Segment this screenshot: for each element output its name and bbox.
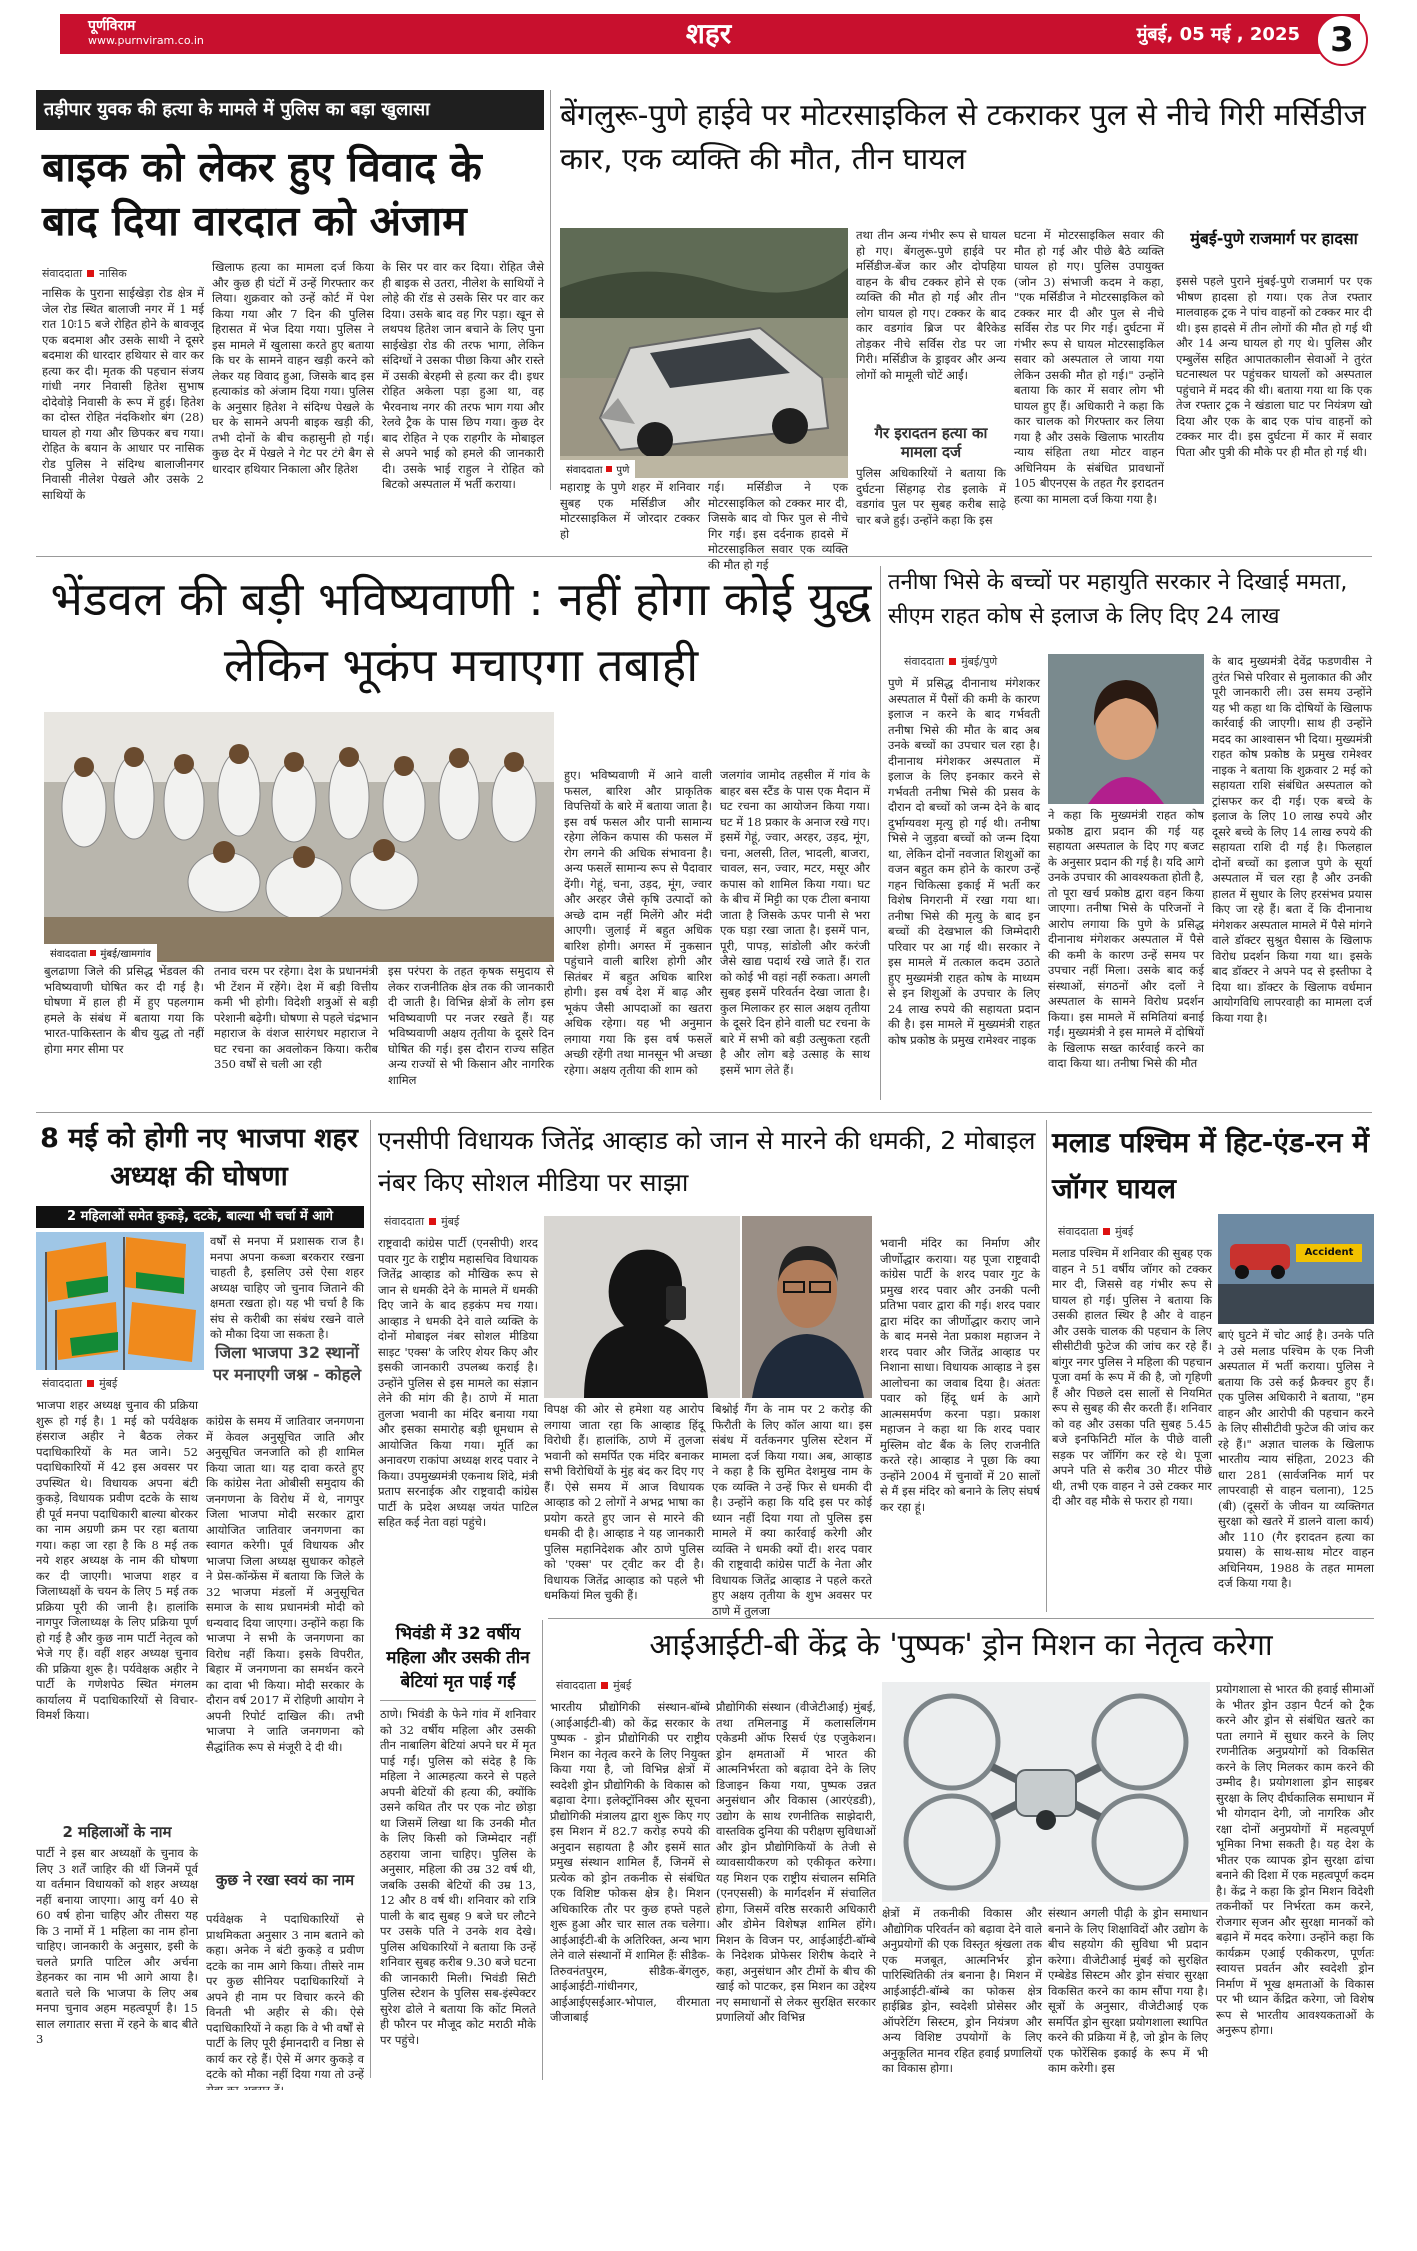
s7-headline: मलाड पश्चिम में हिट-एंड-रन में जॉगर घायल bbox=[1052, 1126, 1369, 1205]
s4-byline-role: संवाददाता bbox=[904, 655, 945, 668]
s2-photo-caption bbox=[560, 460, 635, 478]
s2-headline: बेंगलुरू-पुणे हाईवे पर मोटरसाइकिल से टकराकर पुल से नीचे गिरी मर्सिडीज कार, एक व्यक्ति की मौत, तीन घायल bbox=[560, 98, 1366, 177]
byline-marker-icon bbox=[87, 270, 94, 277]
s3-col3: इस परंपरा के तहत कृषक समुदाय से लेकर राजनीतिक क्षेत्र तक की जानकारी दी जाती है। विभिन्न क्षेत्रों के लोग इस भविष्यवाणी पर नजर रखते हैं। यह भविष्यवाणी अक्षय तृतीया के दूसरे दिन घोषित की गई। इस दौरान राज्य सहित अन्य राज्यों से भी किसान और नागरिक शामिल bbox=[388, 964, 554, 1087]
s7-byline-place: मुंबई bbox=[1115, 1225, 1134, 1238]
accident-sign-photo bbox=[1218, 1214, 1374, 1324]
s1-byline-role: संवाददाता bbox=[42, 267, 83, 280]
s2-col3b: पुलिस अधिकारियों ने बताया कि दुर्घटना सिंहगढ़ रोड इलाके में वडगांव पुल पर सुबह करीब साढ़े चार बजे हुई। उन्होंने कहा कि इस bbox=[856, 466, 1006, 527]
divider bbox=[36, 1112, 1372, 1113]
byline-marker-icon bbox=[90, 950, 96, 956]
s6-col4: भवानी मंदिर का निर्माण और जीर्णोद्धार कराया। यह पूजा राष्ट्रवादी कांग्रेस पार्टी के शरद पवार गुट के प्रमुख शरद पवार और उनकी पत्नी प्रतिभा पवार द्वारा की गई। शरद पवार द्वारा मंदिर का जीर्णोद्धार कराए जाने के बाद मनसे नेता प्रकाश महाजन ने शरद पवार और जितेंद्र आव्हाड पर निशाना साधा। विधायक आव्हाड ने इस आलोचना का जवाब दिया है। अंततः पवार को हिंदू धर्म के आगे आत्मसमर्पण करना पड़ा। प्रकाश महाजन ने कहा था कि शरद पवार मुस्लिम वोट बैंक के लिए राजनीति करते रहे। आव्हाड ने पूछा कि क्या उन्होंने 2004 में चुनावों में 20 सालों से मैं इस मंदिर को बनाने के लिए संघर्ष कर रहा हूं। bbox=[880, 1236, 1040, 1514]
s3-photo-caption bbox=[44, 944, 157, 962]
byline-marker-icon bbox=[429, 1218, 436, 1225]
paper-name: पूर्णविराम bbox=[88, 18, 136, 34]
byline-marker-icon bbox=[87, 1380, 94, 1387]
s1-kicker-text: तड़ीपार युवक की हत्या के मामले में पुलिस का बड़ा खुलासा bbox=[44, 99, 430, 120]
divider bbox=[550, 90, 551, 490]
car-crash-svg bbox=[560, 228, 848, 478]
byline-marker-icon bbox=[949, 658, 956, 665]
caption-role: संवाददाता bbox=[566, 465, 603, 476]
s1-col2: खिलाफ हत्या का मामला दर्ज किया और कुछ ही घंटों में उन्हें गिरफ्तार कर लिया। शुक्रवार को उन्हें कोर्ट में पेश किया गया और 7 दिन की पुलिस हिरासत में भेज दिया गया। पुलिस ने इस मामले में खुलासा करते हुए बताया कि घर के सामने वाहन खड़ी करने को लेकर यह विवाद हुआ, जिसके बाद इस हत्याकांड को अंजाम दिया गया। पुलिस के अनुसार हितेश ने संदिग्ध पेखले के घर के सामने अपनी बाइक खड़ी की, तभी दोनों के बीच कहासुनी हो गई। कुछ देर में पेखले ने गेट पर टंगे बैग से धारदार हथियार निकाला और हितेश bbox=[212, 260, 374, 476]
divider bbox=[548, 1618, 1374, 1619]
s7-col2: बाएं घुटने में चोट आई है। उनके पति ने उसे मलाड पश्चिम के एक निजी अस्पताल में भर्ती कराया। पुलिस ने बताया कि उसे कई फ्रैक्चर हुए हैं। एक पुलिस अधिकारी ने बताया, "हम वाहन और आरोपी की पहचान करने के लिए सीसीटीवी फुटेज की जांच कर रहे हैं।" अज्ञात चालक के खिलाफ भारतीय न्याय संहिता, 2023 की धारा 281 (सार्वजनिक मार्ग पर लापरवाही से वाहन चलाना), 125 (बी) (दूसरों के जीवन या व्यक्तिगत सुरक्षा को खतरे में डालने वाला कार्य) और 110 (गैर इरादतन हत्या का प्रयास) के साथ-साथ मोटर वाहन अधिनियम, 1988 के तहत मामला दर्ज किया गया है। bbox=[1218, 1328, 1374, 1590]
s4-col1: पुणे में प्रसिद्ध दीनानाथ मंगेशकर अस्पताल में पैसों की कमी के कारण इलाज न करने के बाद गर्भवती तनीषा भिसे की मौत के बाद अब उनके बच्चों का उपचार चल रहा है। दीनानाथ मंगेशकर अस्पताल में इलाज के लिए इनकार करने से गर्भवती तनीषा भिसे की प्रसव के दौरान दो बच्चों को जन्म देने के बाद दुर्भाग्यवश मृत्यु हो गई थी। तनीषा भिसे ने जुड़वा बच्चों को जन्म दिया था, लेकिन दोनों नवजात शिशुओं का वजन बहुत कम होने के कारण उन्हें गहन चिकित्सा इकाई में भर्ती कर विशेष निगरानी में रखा गया था। तनीषा भिसे की मृत्यु के बाद इन बच्चों की देखभाल की जिम्मेदारी परिवार पर आ गई थी। सरकार ने इस मामले में तत्काल कदम उठाते हुए मुख्यमंत्री राहत कोष के माध्यम से इन शिशुओं के उपचार के लिए 24 लाख रुपये की सहायता प्रदान की है। इस मामले में मुख्यमंत्री राहत कोष प्रकोष्ठ के प्रमुख रामेश्वर नाइक bbox=[888, 676, 1040, 1047]
s8-box bbox=[380, 1620, 536, 2080]
s4-col2: ने कहा कि मुख्यमंत्री राहत कोष प्रकोष्ठ द्वारा प्रदान की गई यह सहायता अस्पताल के दिए गए बजट के अनुसार प्रदान की गई है। यदि आगे उनके उपचार की आवश्यकता होती है, तो पूरा खर्च प्रकोष्ठ द्वारा वहन किया जाएगा। तनीषा भिसे के परिजनों ने आरोप लगाया कि पुणे के प्रसिद्ध दीनानाथ मंगेशकर अस्पताल में पैसे की कमी के कारण उन्हें समय पर उपचार नहीं मिला। उसके बाद कई संस्थाओं, संगठनों और दलों ने अस्पताल के सामने विरोध प्रदर्शन किया। इस मामले में समितियां बनाई गईं। मुख्यमंत्री ने इस मामले में दोषियों के खिलाफ सख्त कार्रवाई करने का वादा किया था। तनीषा भिसे की मौत bbox=[1048, 808, 1204, 1070]
s5-byline-place: मुंबई bbox=[99, 1377, 118, 1390]
ritual-svg bbox=[44, 712, 554, 962]
divider bbox=[370, 1120, 371, 2078]
byline-marker-icon bbox=[1103, 1228, 1110, 1235]
s6-headline: एनसीपी विधायक जितेंद्र आव्हाड को जान से मारने की धमकी, 2 मोबाइल नंबर किए सोशल मीडिया पर साझा bbox=[378, 1126, 1036, 1197]
s5-bar-text: 2 महिलाओं समेत कुकड़े, दटके, बाल्या भी चर्चा में आगे bbox=[67, 1209, 333, 1224]
flags-svg bbox=[36, 1232, 204, 1370]
s9-byline bbox=[556, 1678, 631, 1693]
s5-photo-right-text: वर्षों से मनपा में प्रशासक राज है। मनपा अपना कब्जा बरकरार रखना चाहती है, इसलिए उसे ऐसा शहर अध्यक्ष चाहिए जो चुनाव जिताने की क्षमता रखता हो। यह भी चर्चा है कि संघ से करीबी का संबंध रखने वाले को मौका दिया जा सकता है। bbox=[210, 1234, 364, 1341]
ritual-gathering-photo bbox=[44, 712, 554, 962]
s2-col2: गई। मर्सिडीज ने एक मोटरसाइकिल को टक्कर मार दी, जिसके बाद वो फिर पुल से नीचे गिर गई। इस दर्दनाक हादसे में मोटरसाइकिल सवार एक व्यक्ति की मौत हो गई bbox=[708, 480, 848, 572]
s1-col3: के सिर पर वार कर दिया। रोहित जैसे ही बाइक से उतरा, नीलेश के साथियों ने लोहे की रॉड से उसके सिर पर वार कर दिया। उसके बाद वह गिर पड़ा। खून से लथपथ हितेश जान बचाने के लिए पुना साईखेड़ा रोड की तरफ भागा, लेकिन संदिग्धों ने उसका पीछा किया और रास्ते में उसकी बेरहमी से हत्या कर दी। इधर रोहित अकेला पड़ा हुआ था, वह भैरवनाथ नगर की तरफ भाग गया और रेलवे ट्रैक के पास छिप गया। कुछ देर बाद रोहित ने एक राहगीर के मोबाइल से अपने भाई को हमले की जानकारी दी। उसके भाई राहुल ने रोहित को बिटको अस्पताल में भर्ती कराया। bbox=[382, 260, 544, 491]
page-number: 3 bbox=[1330, 20, 1354, 60]
s9-col2: प्रौद्योगिकी संस्थान (वीजेटीआई) मुंबई, तथा तमिलनाडु में कलासलिंगम एकेडमी ऑफ रिसर्च एंड एजुकेशन। ड्रोन क्षमताओं में भारत की आत्मनिर्भरता को बढ़ावा देने के लिए डिजाइन किया गया, पुष्पक उन्नत अनुसंधान और विकास (आरएंडडी), उद्योग के साथ रणनीतिक साझेदारी, वास्तविक दुनिया की परीक्षण सुविधाओं और ड्रोन प्रौद्योगिकियों के तेजी से व्यावसायीकरण को एकीकृत करेगा। यह मिशन एक राष्ट्रीय संचालन समिति (एनएससी) के मार्गदर्शन में संचालित होगा, जिसमें वरिष्ठ सरकारी अधिकारी और डोमेन विशेषज्ञ शामिल होंगे। मिशन के विजन पर, आईआईटी-बॉम्बे के निदेशक प्रोफेसर शिरीष केदारे ने कहा, अनुसंधान और टीमों के बीच की खाई को पाटकर, इस मिशन का उद्देश्य नए समाधानों से लेकर सुरक्षित सरकार प्रणालियों और विभिन्न bbox=[716, 1700, 876, 2024]
s9-headline: आईआईटी-बी केंद्र के 'पुष्पक' ड्रोन मिशन का नेतृत्व करेगा bbox=[649, 1628, 1273, 1663]
s6-col1: राष्ट्रवादी कांग्रेस पार्टी (एनसीपी) शरद पवार गुट के राष्ट्रीय महासचिव विधायक जितेंद्र आव्हाड को मौखिक रूप से जान से धमकी देने के मामले में धमकी दिए जाने के बाद हड़कंप मच गया। आव्हाड ने धमकी देने वाले व्यक्ति के दोनों मोबाइल नंबर सोशल मीडिया साइट 'एक्स' के जरिए शेयर किए और इसकी जानकारी उपलब्ध कराई है। उन्होंने पुलिस से इस मामले का संज्ञान लेने की मांग की है। ठाणे में माता तुलजा भवानी का मंदिर बनाया गया और इसका समारोह बड़ी धूमधाम से आयोजित किया गया। मूर्ति का अनावरण राकांपा अध्यक्ष शरद पवार ने किया। उपमुख्यमंत्री एकनाथ शिंदे, मंत्री प्रताप सरनाईक और राष्ट्रवादी कांग्रेस पार्टी के प्रदेश अध्यक्ष जयंत पाटिल सहित कई नेता वहां पहुंचे। bbox=[378, 1236, 538, 1529]
drone-photo bbox=[882, 1682, 1210, 1902]
s9-col5: प्रयोगशाला से भारत की हवाई सीमाओं के भीतर ड्रोन उड़ान पैटर्न को ट्रैक करने और ड्रोन से संबंधित खतरे का पता लगाने में सुधार करने के लिए रणनीतिक अनुप्रयोगों को विकसित करने के लिए मिलकर काम करने की उम्मीद है। प्रयोगशाला ड्रोन साइबर सुरक्षा के लिए दीर्घकालिक समाधान में भी योगदान देगी, जो नागरिक और रक्षा दोनों अनुप्रयोगों में महत्वपूर्ण भूमिका निभा सकती है। यह देश के भीतर एक व्यापक ड्रोन सुरक्षा ढांचा बनाने की दिशा में एक महत्वपूर्ण कदम है। केंद्र ने कहा कि ड्रोन मिशन विदेशी तकनीकों पर निर्भरता कम करने, रोजगार सृजन और सुरक्षा मानकों को बढ़ाने में मदद करेगा। उन्होंने कहा कि कार्यक्रम एआई एकीकरण, पूर्णतः स्वायत्त प्रवर्तन और स्वदेशी ड्रोन निर्माण में भूख क्षमताओं के विकास पर भी ध्यान केंद्रित करेगा, जो विशेष रूप से भारतीय आवश्यकताओं के अनुरूप होगा। bbox=[1216, 1682, 1374, 2037]
silhouette-phone-photo bbox=[544, 1216, 740, 1398]
s2-col1: महाराष्ट्र के पुणे शहर में शनिवार सुबह एक मर्सिडीज और मोटरसाइकिल में जोरदार टक्कर हो bbox=[560, 480, 700, 541]
s6-col2: विपक्ष की ओर से हमेशा यह आरोप लगाया जाता रहा कि आव्हाड हिंदू विरोधी हैं। हालांकि, ठाणे में तुलजा भवानी को समर्पित एक मंदिर बनाकर सभी विरोधियों के मुंह बंद कर दिए गए हैं। ऐसे समय में आज विधायक आव्हाड को 2 लोगों ने अभद्र भाषा का प्रयोग करते हुए जान से मारने की धमकी दी है। आव्हाड ने यह जानकारी पुलिस महानिदेशक और ठाणे पुलिस को 'एक्स' पर ट्वीट कर दी है। विधायक जितेंद्र आव्हाड को पहले भी धमकियां मिल चुकी हैं। bbox=[544, 1402, 704, 1602]
s3-col5: जलगांव जामोद तहसील में गांव के बाहर बस स्टैंड के पास एक मैदान में घट रचना का आयोजन किया गया। घट में 18 प्रकार के अनाज रखे गए। इसमें गेहूं, ज्वार, अरहर, उड़द, मूंग, चना, अलसी, तिल, भादली, बाजरा, चावल, सन, ज्वार, मटर, मसूर और कपास को शामिल किया गया। घट के बीच में मिट्टी का एक टीला बनाया जाता है जिसके ऊपर पानी से भरा एक घड़ा रखा जाता है। इसमें पान, पूरी, पापड़, सांडोली और करंजी जैसे खाद्य पदार्थ रखे जाते हैं। रात को कोई भी वहां नहीं रुकता। अगली सुबह इसमें परिवर्तन देखा जाता है। कुल मिलाकर हर साल अक्षय तृतीया के दूसरे दिन होने वाली घट रचना के बारे में सभी को बड़ी उत्सुकता रहती है और लोग बड़े उत्साह के साथ इसमें भाग लेते हैं। bbox=[720, 768, 870, 1077]
portrait-svg bbox=[1048, 654, 1204, 804]
s4-byline-place: मुंबई/पुणे bbox=[961, 655, 998, 668]
s2-side-head: मुंबई-पुणे राजमार्ग पर हादसा bbox=[1190, 229, 1358, 248]
s5-col2: कांग्रेस के समय में जातिवार जनगणना में केवल अनुसूचित जाति और अनुसूचित जनजाति को ही शामिल किया जाता था। यह दावा करते हुए कि कांग्रेस नेता ओबीसी समुदाय की जनगणना के विरोध में थे, नागपुर जिला भाजपा मोदी सरकार द्वारा आयोजित जातिवार जनगणना का स्वागत करेगी। पूर्व विधायक और भाजपा जिला अध्यक्ष सुधाकर कोहले ने प्रेस-कॉन्फ्रेंस में बताया कि जिले के 32 भाजपा मंडलों में अनुसूचित समाज के साथ प्रधानमंत्री मोदी को धन्यवाद दिया जाएगा। उन्होंने कहा कि भाजपा ने सभी के जनगणना का विरोध नहीं किया। इसके विपरीत, बिहार में जनगणना का समर्थन करने का दावा भी किया। मोदी सरकार के दौरान वर्ष 2017 में रोहिणी आयोग ने अपनी रिपोर्ट दाखिल की। तभी भाजपा ने जाति जनगणना को सैद्धांतिक रूप से मंजूरी दे दी थी। bbox=[206, 1414, 364, 1754]
silhouette-svg bbox=[544, 1216, 740, 1398]
s5-subhead-2: 2 महिलाओं के नाम bbox=[62, 1823, 172, 1841]
s3-headline: भेंडवल की बड़ी भविष्यवाणी : नहीं होगा कोई युद्ध लेकिन भूकंप मचाएगा तबाही bbox=[50, 572, 872, 692]
s5-byline-role: संवाददाता bbox=[42, 1377, 83, 1390]
drone-svg bbox=[882, 1682, 1210, 1902]
s6-byline-place: मुंबई bbox=[441, 1215, 460, 1228]
masthead bbox=[0, 0, 1417, 66]
s1-headline: बाइक को लेकर हुए विवाद के बाद दिया वारदात को अंजाम bbox=[42, 143, 482, 245]
divider bbox=[36, 556, 1372, 557]
accident-tag: Accident bbox=[1304, 1247, 1354, 1258]
s9-byline-place: मुंबई bbox=[613, 1679, 632, 1692]
s8-text: ठाणे। भिवंडी के फेने गांव में शनिवार को 32 वर्षीय महिला और उसकी तीन नाबालिग बेटियां अपने घर में मृत पाई गईं। पुलिस को संदेह है कि महिला ने आत्महत्या करने से पहले अपनी बेटियों की हत्या की, क्योंकि उसने कथित तौर पर एक नोट छोड़ा था जिसमें लिखा था कि उनकी मौत के लिए किसी को जिम्मेदार नहीं ठहराया जाना चाहिए। पुलिस के अनुसार, महिला की उम्र 32 वर्ष थी, जबकि उसकी बेटियों की उम्र 13, 12 और 8 वर्ष थी। शनिवार को रात्रि पाली के बाद सुबह 9 बजे घर लौटने पर उसके पति ने उनके शव देखे। पुलिस अधिकारियों ने बताया कि उन्हें शनिवार सुबह करीब 9.30 बजे घटना की जानकारी मिली। भिवंडी सिटी पुलिस स्टेशन के पुलिस सब-इंस्पेक्टर सुरेश ढोले ने बताया कि कोंट मिलते ही फौरन पर मौजूद कोट मराठी मौके पर पहुंचे। bbox=[380, 1707, 536, 2047]
s6-byline bbox=[384, 1214, 459, 1229]
s7-byline-role: संवाददाता bbox=[1058, 1225, 1099, 1238]
paper-url[interactable]: www.purnviram.co.in bbox=[88, 34, 204, 47]
s5-subhead-1: जिला भाजपा 32 स्थानों पर मनाएगी जश्न - कोहले bbox=[212, 1343, 362, 1384]
crashed-car-photo bbox=[560, 228, 848, 478]
s9-byline-role: संवाददाता bbox=[556, 1679, 597, 1692]
divider bbox=[542, 1620, 543, 2080]
bottom-margin bbox=[0, 2090, 1417, 2251]
s7-byline bbox=[1058, 1224, 1133, 1239]
s2-col4: घटना में मोटरसाइकिल सवार की मौत हो गई और पीछे बैठे व्यक्ति घायल हो गए। पुलिस उपायुक्त (जोन 3) संभाजी कदम ने कहा, "एक मर्सिडीज ने मोटरसाइकिल को टक्कर मार दी और पुल से नीचे सर्विस रोड पर गिर गई। दुर्घटना में गंभीर रूप से घायल मोटरसाइकिल सवार को अस्पताल ले जाया गया लेकिन उसकी मौत हो गई।" उन्होंने बताया कि कार में सवार लोग भी घायल हुए हैं। अधिकारी ने कहा कि कार चालक को गिरफ्तार कर लिया गया है और उसके खिलाफ भारतीय न्याय संहिता तथा मोटर वाहन अधिनियम के संबंधित प्रावधानों 105 बीएनएस के तहत गैर इरादतन हत्या का मामला दर्ज किया गया है। bbox=[1014, 228, 1164, 506]
byline-marker-icon bbox=[601, 1682, 608, 1689]
s5-col1b: पार्टी ने इस बार अध्यक्षों के चुनाव के लिए 3 शर्तें जाहिर की थीं जिनमें पूर्व या वर्तमान विधायकों को शहर अध्यक्ष नहीं बनाया जाएगा। आयु वर्ग 40 से 60 वर्ष होना चाहिए और तीसरा यह कि 3 नामों में 1 महिला का नाम होना चाहिए। जानकारी के अनुसार, इसी के चलते प्रगति पाटिल और अर्चना डेहनकर का नाम भी आगे आया है। बताते चले कि भाजपा के लिए अब मनपा चुनाव अहम महत्वपूर्ण है। 15 साल लगातार सत्ता में रहने के बाद बीते 3 bbox=[36, 1846, 198, 2046]
s8-headline: भिवंडी में 32 वर्षीय महिला और उसकी तीन बेटियां मृत पाई गईं bbox=[380, 1620, 536, 1701]
s6-col3: बिश्नोई गैंग के नाम पर 2 करोड़ की फिरौती के लिए कॉल आया था। इस संबंध में वर्तकनगर पुलिस स्टेशन में मामला दर्ज किया गया। अब, आव्हाड ने कहा है कि सुमित देशमुख नाम के एक व्यक्ति ने उन्हें फिर से धमकी दी है। उन्होंने कहा कि यदि इस पर कोई ध्यान नहीं दिया गया तो पुलिस इस मामले में क्या कार्रवाई करेगी और व्यक्ति ने धमकी क्यों दी। शरद पवार की राष्ट्रवादी कांग्रेस पार्टी के नेता और विधायक जितेंद्र आव्हाड ने पहले करते हुए अक्षय तृतीया के शुभ अवसर पर ठाणे में तुलजा bbox=[712, 1402, 872, 1618]
divider bbox=[1046, 1120, 1047, 1612]
s5-headline: 8 मई को होगी नए भाजपा शहर अध्यक्ष की घोषणा bbox=[40, 1123, 358, 1192]
s1-col1: नासिक के पुराना साईखेड़ा रोड क्षेत्र में जेल रोड स्थित बालाजी नगर में 1 मई रात 10ः15 बजे रोहित होने के बावजूद एक बदमाश और उसके साथी ने दूसरे बदमाश की धारदार हथियार से वार कर हत्या कर दी। मृतक की पहचान संजय गांधी नगर निवासी हितेश सुभाष दोदेवोड़े निवासी के रूप में हुई। हितेश का दोस्त रोहित नंदकिशोर बंग (28) घायल हो गया और छिपकर बच गया। रोहित के बयान के आधार पर नासिक रोड पुलिस ने संदिग्ध बालाजीनगर निवासी नीलेश पेखले और उसके 2 साथियों के bbox=[42, 286, 204, 502]
divider bbox=[880, 566, 881, 1100]
s1-kicker bbox=[36, 90, 544, 130]
s4-byline bbox=[904, 654, 997, 669]
s5-col2b: पर्यवेक्षक ने पदाधिकारियों से प्राथमिकता अनुसार 3 नाम बताने को कहा। अनेक ने बंटी कुकड़े व प्रवीण दटके का नाम आगे किया। तीसरे नाम पर कुछ सीनियर पदाधिकारियों ने अपने ही नाम पर विचार करने की विनती भी अहीर से की। ऐसे पदाधिकारियों ने कहा कि वे भी वर्षों से पार्टी के लिए पूरी ईमानदारी व निष्ठा से कार्य कर रहे हैं। ऐसे में अगर कुकड़े व दटके को मौका नहीं दिया गया तो उन्हें bbox=[206, 1912, 364, 2081]
s9-col3: क्षेत्रों में तकनीकी विकास और औद्योगिक परिवर्तन को बढ़ावा देने वाले अनुप्रयोगों की एक विस्तृत श्रृंखला तक एक मजबूत, आत्मनिर्भर ड्रोन पारिस्थितिकी तंत्र बनाना है। मिशन में आईआईटी-बॉम्बे का फोकस क्षेत्र हाईब्रिड ड्रोन, स्वदेशी प्रोसेसर और ऑपरेटिंग सिस्टम, ड्रोन नियंत्रण और अन्य विशिष्ट उपयोगों के लिए अनुकूलित मानव रहित हवाई प्रणालियों का विकास होगा। bbox=[882, 1906, 1042, 2075]
s3-col1: बुलढाणा जिले की प्रसिद्ध भेंडवल की भविष्यवाणी घोषित कर दी गई है। घोषणा में हाल ही में हुए पहलगाम हमले के संबंध में बताया गया कि भारत-पाकिस्तान के बीच युद्ध तो नहीं होगा मगर सीमा पर bbox=[44, 964, 204, 1056]
s3-col4: हुए। भविष्यवाणी में आने वाली फसल, बारिश और प्राकृतिक विपत्तियों के बारे में बताया जाता है। इस वर्ष फसल और पानी सामान्य रहेगा लेकिन कपास की फसल में रोग लगने की अधिक संभावना है। अन्य फसलें सामान्य रूप से पैदावार देंगी। गेहूं, चना, उड़द, मूंग, ज्वार और अरहर जैसे कृषि उत्पादों को अच्छे दाम नहीं मिलेंगे और मंदी आएगी। जुलाई में बहुत अधिक बारिश होगी। अगस्त में नुकसान पहुंचाने वाली बारिश होगी और सितंबर में बहुत अधिक बारिश होगी। इस वर्ष देश में बाढ़ और भूकंप जैसी आपदाओं का खतरा अधिक रहेगा। यह भी अनुमान लगाया गया कि इस वर्ष फसलें अच्छी रहेंगी तथा मानसून भी अच्छा रहेगा। अक्षय तृतीया की शाम को bbox=[564, 768, 712, 1077]
s7-col1: मलाड पश्चिम में शनिवार की सुबह एक वाहन ने 51 वर्षीय जॉगर को टक्कर मार दी, जिससे वह गंभीर रूप से घायल हो गई। पुलिस ने बताया कि उसकी हालत स्थिर है और वे वाहन और उसके चालक की पहचान के लिए सीसीटीवी फुटेज की जांच कर रहे हैं। बांगुर नगर पुलिस ने महिला की पहचान पूजा वर्मा के रूप में की है, जो गृहिणी हैं और पिछले दस सालों से नियमित रूप से सुबह की सैर करती हैं। शनिवार को वह और उसका पति सुबह 5.45 बजे इनफिनिटी मॉल के पीछे वाली सड़क पर जॉगिंग कर रहे थे। पूजा अपने पति से करीब 30 मीटर पीछे थी, तभी एक वाहन ने उसे टक्कर मार दी और वह मौके से फरार हो गया। bbox=[1052, 1246, 1212, 1508]
page-number-circle bbox=[1316, 14, 1368, 66]
issue-date: मुंबई, 05 मई , 2025 bbox=[1136, 24, 1300, 45]
caption-place: पुणे bbox=[616, 465, 630, 476]
s6-byline-role: संवाददाता bbox=[384, 1215, 425, 1228]
s9-col1: भारतीय प्रौद्योगिकी संस्थान-बॉम्बे (आईआईटी-बी) को केंद्र सरकार के पुष्पक - ड्रोन प्रौद्योगिकी पर राष्ट्रीय मिशन का नेतृत्व करने के लिए नियुक्त किया गया है, जो विभिन्न क्षेत्रों में स्वदेशी ड्रोन प्रौद्योगिकी के विकास को बढ़ावा देगा। इलेक्ट्रॉनिक्स और सूचना प्रौद्योगिकी मंत्रालय द्वारा शुरू किए गए इस मिशन में 82.7 करोड़ रुपये की अनुदान सहायता है और इसमें सात प्रमुख संस्थान शामिल हैं, जिनमें से प्रत्येक को ड्रोन तकनीक से संबंधित एक विशिष्ट फोकस क्षेत्र है। मिशन अधिकारिक तौर पर कुछ हफ्ते पहले शुरू हुआ और चार साल तक चलेगा। आईआईटी-बी के अतिरिक्त, अन्य भाग लेने वाले संस्थानों में शामिल हैंः सीडैक-तिरुवनंतपुरम, सीडैक-बेंगलुरु, आईआईटी-गांधीनगर, आईआईएसईआर-भोपाल, वीरमाता जीजाबाई bbox=[550, 1700, 710, 2024]
s5-col1: भाजपा शहर अध्यक्ष चुनाव की प्रक्रिया शुरू हो गई है। 1 मई को पर्यवेक्षक हंसराज अहीर ने बैठक लेकर पदाधिकारियों के मत जाने। 52 पदाधिकारियों में 42 इस अवसर पर उपस्थित थे। विधायक अपना बंटी कुकड़े, विधायक प्रवीण दटके के साथ ही पूर्व मनपा पदाधिकारी बाल्या बोरकर का नाम अग्रणी क्रम पर रहा बताया गया। कहा जा रहा है कि 8 मई तक नये शहर अध्यक्ष के नाम की घोषणा कर दी जाएगी। भाजपा शहर व जिलाध्यक्षों के चयन के लिए 5 मई तक प्रक्रिया पूरी की जानी है। हालांकि नागपुर जिलाध्यक्ष के लिए प्रक्रिया पूर्ण हो गई है और कुछ नाम पार्टी नेतृत्व को भेजे गए हैं। वहीं शहर अध्यक्ष चुनाव की प्रक्रिया शुरू है। पर्यवेक्षक अहीर ने पार्टी के गणेशपेठ स्थित मंगलम कार्यालय में पदाधिकारियों से विचार-विमर्श किया। bbox=[36, 1398, 198, 1722]
s1-byline bbox=[42, 266, 127, 281]
accident-svg bbox=[1218, 1214, 1374, 1324]
politician-svg bbox=[742, 1216, 872, 1398]
caption-role: संवाददाता bbox=[50, 949, 87, 960]
s2-col3-subhead: गैर इरादतन हत्या का मामला दर्ज bbox=[874, 424, 988, 461]
s5-subhead-3: कुछ ने रखा स्वयं का नाम bbox=[215, 1871, 355, 1889]
s3-col2: तनाव चरम पर रहेगा। देश के प्रधानमंत्री भी टेंशन में रहेंगे। देश में बड़ी वित्तीय कमी भी होगी। विदेशी शत्रुओं से बड़ी परेशानी बढ़ेगी। घोषणा से पहले चंद्रभान महाराज के वंशज सारंगधर महाराज ने घट रचना का अवलोकन किया। करीब 350 वर्षों से चली आ रही bbox=[214, 964, 378, 1071]
s2-col3: तथा तीन अन्य गंभीर रूप से घायल हो गए। बेंगलुरू-पुणे हाईवे पर मर्सिडीज-बेंज कार और दोपहिया वाहन के बीच टक्कर होने से एक व्यक्ति की मौत हो गई और तीन लोग घायल हो गए। टक्कर के बाद कार वडगांव ब्रिज पर बैरिकेड तोड़कर नीचे सर्विस रोड पर जा गिरी। मर्सिडीज के ड्राइवर और अन्य लोगों को मामूली चोटें आईं। bbox=[856, 228, 1006, 382]
s5-byline bbox=[42, 1376, 117, 1391]
s5-bar bbox=[36, 1206, 364, 1228]
s4-col3: के बाद मुख्यमंत्री देवेंद्र फडणवीस ने तुरंत भिसे परिवार से मुलाकात की और पूरी जानकारी ली। उस समय उन्होंने यह भी कहा था कि दोषियों के खिलाफ कार्रवाई की जाएगी। साथ ही उन्होंने मदद का आश्वासन भी दिया। मुख्यमंत्री राहत कोष प्रकोष्ठ के प्रमुख रामेश्वर नाइक ने बताया कि शुक्रवार 2 मई को सहायता राशि संबंधित अस्पताल को ट्रांसफर कर दी गई। एक बच्चे के इलाज के लिए 10 लाख रुपये और दूसरे बच्चे के लिए 14 लाख रुपये की सहायता राशि दी गई है। फिलहाल दोनों बच्चों का इलाज पुणे के सूर्या अस्पताल में चल रहा है और उनकी हालत में सुधार के लिए हरसंभव प्रयास किए जा रहे हैं। बता दें कि दीनानाथ मंगेशकर अस्पताल मामले में पैसे मांगने वाले डॉक्टर सुश्रुत घैसास के खिलाफ विरोध प्रदर्शन किया गया था। इसके बाद डॉक्टर ने अपने पद से इस्तीफा दे दिया था। डॉक्टर के खिलाफ वर्धमान आयोगविधि लापरवाही का मामला दर्ज किया गया है। bbox=[1212, 654, 1372, 1025]
woman-portrait-photo bbox=[1048, 654, 1204, 804]
section-title: शहर bbox=[685, 17, 732, 50]
s1-byline-place: नासिक bbox=[99, 267, 127, 280]
s4-headline: तनीषा भिसे के बच्चों पर महायुति सरकार ने दिखाई ममता, सीएम राहत कोष से इलाज के लिए दिए 24 लाख bbox=[888, 570, 1348, 629]
bjp-flags-photo bbox=[36, 1232, 204, 1370]
byline-marker-icon bbox=[606, 466, 612, 472]
caption-place: मुंबई/खामगांव bbox=[100, 949, 151, 960]
politician-photo bbox=[742, 1216, 872, 1398]
s2-side-text: इससे पहले पुराने मुंबई-पुणे राजमार्ग पर एक भीषण हादसा हो गया। एक तेज रफ्तार मालवाहक ट्रक ने पांच वाहनों को टक्कर मार दी थी। इस हादसे में तीन लोगों की मौत हो गई थी और 14 अन्य घायल हो गए थे। पुलिस और एम्बुलेंस सहित आपातकालीन सेवाओं ने तुरंत घटनास्थल पर पहुंचकर घायलों को अस्पताल पहुंचाने में मदद की थी। बताया गया था कि एक तेज रफ्तार ट्रक ने खंडाला घाट पर नियंत्रण खो दिया और एक के बाद एक पांच वाहनों को टक्कर मार दी। इस दुर्घटना में कार में सवार पिता और पुत्री की मौके पर ही मौत हो गई थी। bbox=[1176, 274, 1372, 459]
s9-col4: संस्थान अगली पीढ़ी के ड्रोन समाधान बनाने के लिए शिक्षाविदों और उद्योग के बीच सहयोग की सुविधा भी प्रदान करेगा। वीजेटीआई मुंबई को सुरक्षित एम्बेडेड सिस्टम और ड्रोन संचार सुरक्षा विकसित करने का काम सौंपा गया है। सूत्रों के अनुसार, वीजेटीआई एक समर्पित ड्रोन सुरक्षा प्रयोगशाला स्थापित करने की प्रक्रिया में है, जो ड्रोन के लिए एक फोरेंसिक इकाई के रूप में भी काम करेगी। इस bbox=[1048, 1906, 1208, 2075]
